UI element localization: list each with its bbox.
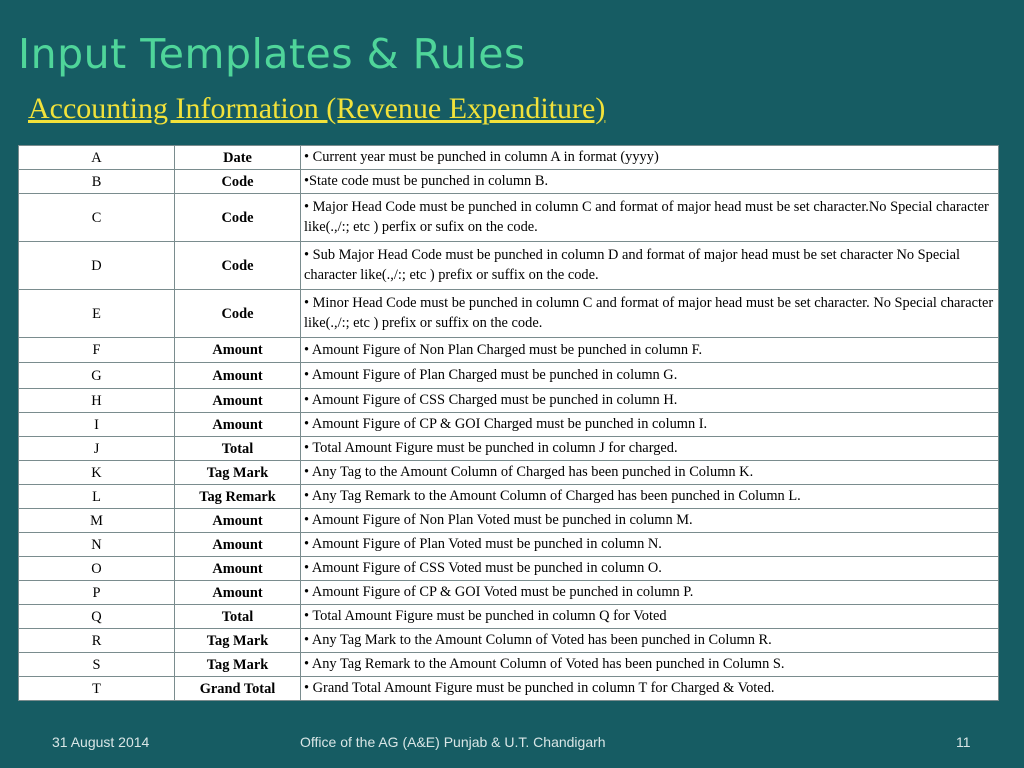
rule-text: • Amount Figure of CSS Voted must be punched in column O.: [301, 557, 999, 581]
column-letter: M: [19, 509, 175, 533]
column-letter: L: [19, 485, 175, 509]
table-row: [19, 605, 999, 629]
rule-text: • Amount Figure of CSS Charged must be punched in column H.: [301, 389, 999, 413]
slide-title: Input Templates & Rules: [18, 30, 526, 78]
column-letter: C: [19, 194, 175, 242]
field-type: Tag Remark: [175, 485, 301, 509]
table-row: [19, 461, 999, 485]
table-row: [19, 413, 999, 437]
table-row: [19, 338, 999, 363]
table-row: [19, 389, 999, 413]
field-type: Amount: [175, 389, 301, 413]
rule-text: • Amount Figure of CP & GOI Voted must be punched in column P.: [301, 581, 999, 605]
field-type: Amount: [175, 338, 301, 363]
column-letter: N: [19, 533, 175, 557]
column-letter: K: [19, 461, 175, 485]
rules-table-body: [19, 146, 999, 701]
table-row: [19, 363, 999, 389]
table-row: [19, 629, 999, 653]
field-type: Amount: [175, 413, 301, 437]
footer-date: 31 August 2014: [52, 734, 150, 750]
field-type: Amount: [175, 533, 301, 557]
table-row: [19, 290, 999, 338]
column-letter: O: [19, 557, 175, 581]
column-letter: E: [19, 290, 175, 338]
table-row: [19, 485, 999, 509]
column-letter: I: [19, 413, 175, 437]
field-type: Code: [175, 290, 301, 338]
field-type: Code: [175, 194, 301, 242]
field-type: Code: [175, 242, 301, 290]
table-row: [19, 146, 999, 170]
field-type: Tag Mark: [175, 629, 301, 653]
rule-text: • Total Amount Figure must be punched in column Q for Voted: [301, 605, 999, 629]
field-type: Amount: [175, 581, 301, 605]
rule-text: • Any Tag Mark to the Amount Column of Voted has been punched in Column R.: [301, 629, 999, 653]
table-row: [19, 653, 999, 677]
column-letter: J: [19, 437, 175, 461]
rule-text: • Amount Figure of Plan Voted must be punched in column N.: [301, 533, 999, 557]
column-letter: T: [19, 677, 175, 701]
page-number: 11: [956, 734, 971, 750]
rule-text: • Grand Total Amount Figure must be punched in column T for Charged & Voted.: [301, 677, 999, 701]
table-row: [19, 557, 999, 581]
field-type: Code: [175, 170, 301, 194]
field-type: Amount: [175, 363, 301, 389]
rule-text: • Amount Figure of Non Plan Voted must be punched in column M.: [301, 509, 999, 533]
column-letter: D: [19, 242, 175, 290]
column-letter: B: [19, 170, 175, 194]
table-row: [19, 533, 999, 557]
table-row: [19, 509, 999, 533]
field-type: Grand Total: [175, 677, 301, 701]
rule-text: • Major Head Code must be punched in column C and format of major head must be set character.No Special character like(.,/:; etc ) perfix or sufix on the code.: [301, 194, 999, 242]
column-letter: A: [19, 146, 175, 170]
field-type: Amount: [175, 509, 301, 533]
field-type: Tag Mark: [175, 461, 301, 485]
table-row: [19, 437, 999, 461]
footer-office: Office of the AG (A&E) Punjab & U.T. Chandigarh: [300, 734, 606, 750]
column-letter: F: [19, 338, 175, 363]
field-type: Tag Mark: [175, 653, 301, 677]
table-row: [19, 194, 999, 242]
column-letter: P: [19, 581, 175, 605]
field-type: Total: [175, 437, 301, 461]
rule-text: • Current year must be punched in column A in format (yyyy): [301, 146, 999, 170]
rule-text: • Any Tag Remark to the Amount Column of Voted has been punched in Column S.: [301, 653, 999, 677]
rule-text: • Sub Major Head Code must be punched in column D and format of major head must be set character No Special character like(.,/:; etc ) prefix or suffix on the code.: [301, 242, 999, 290]
table-row: [19, 170, 999, 194]
rule-text: • Amount Figure of Non Plan Charged must be punched in column F.: [301, 338, 999, 363]
table-row: [19, 677, 999, 701]
rule-text: • Any Tag Remark to the Amount Column of Charged has been punched in Column L.: [301, 485, 999, 509]
rule-text: • Any Tag to the Amount Column of Charged has been punched in Column K.: [301, 461, 999, 485]
column-letter: H: [19, 389, 175, 413]
field-type: Total: [175, 605, 301, 629]
column-letter: S: [19, 653, 175, 677]
column-letter: G: [19, 363, 175, 389]
rules-table: [18, 145, 999, 701]
table-row: [19, 581, 999, 605]
rule-text: • Minor Head Code must be punched in column C and format of major head must be set character. No Special character like(.,/:; etc ) prefix or suffix on the code.: [301, 290, 999, 338]
field-type: Amount: [175, 557, 301, 581]
table-row: [19, 242, 999, 290]
slide-subtitle: Accounting Information (Revenue Expenditure): [28, 92, 606, 125]
column-letter: Q: [19, 605, 175, 629]
rule-text: •State code must be punched in column B.: [301, 170, 999, 194]
field-type: Date: [175, 146, 301, 170]
rule-text: • Total Amount Figure must be punched in column J for charged.: [301, 437, 999, 461]
rule-text: • Amount Figure of Plan Charged must be punched in column G.: [301, 363, 999, 389]
rule-text: • Amount Figure of CP & GOI Charged must be punched in column I.: [301, 413, 999, 437]
column-letter: R: [19, 629, 175, 653]
